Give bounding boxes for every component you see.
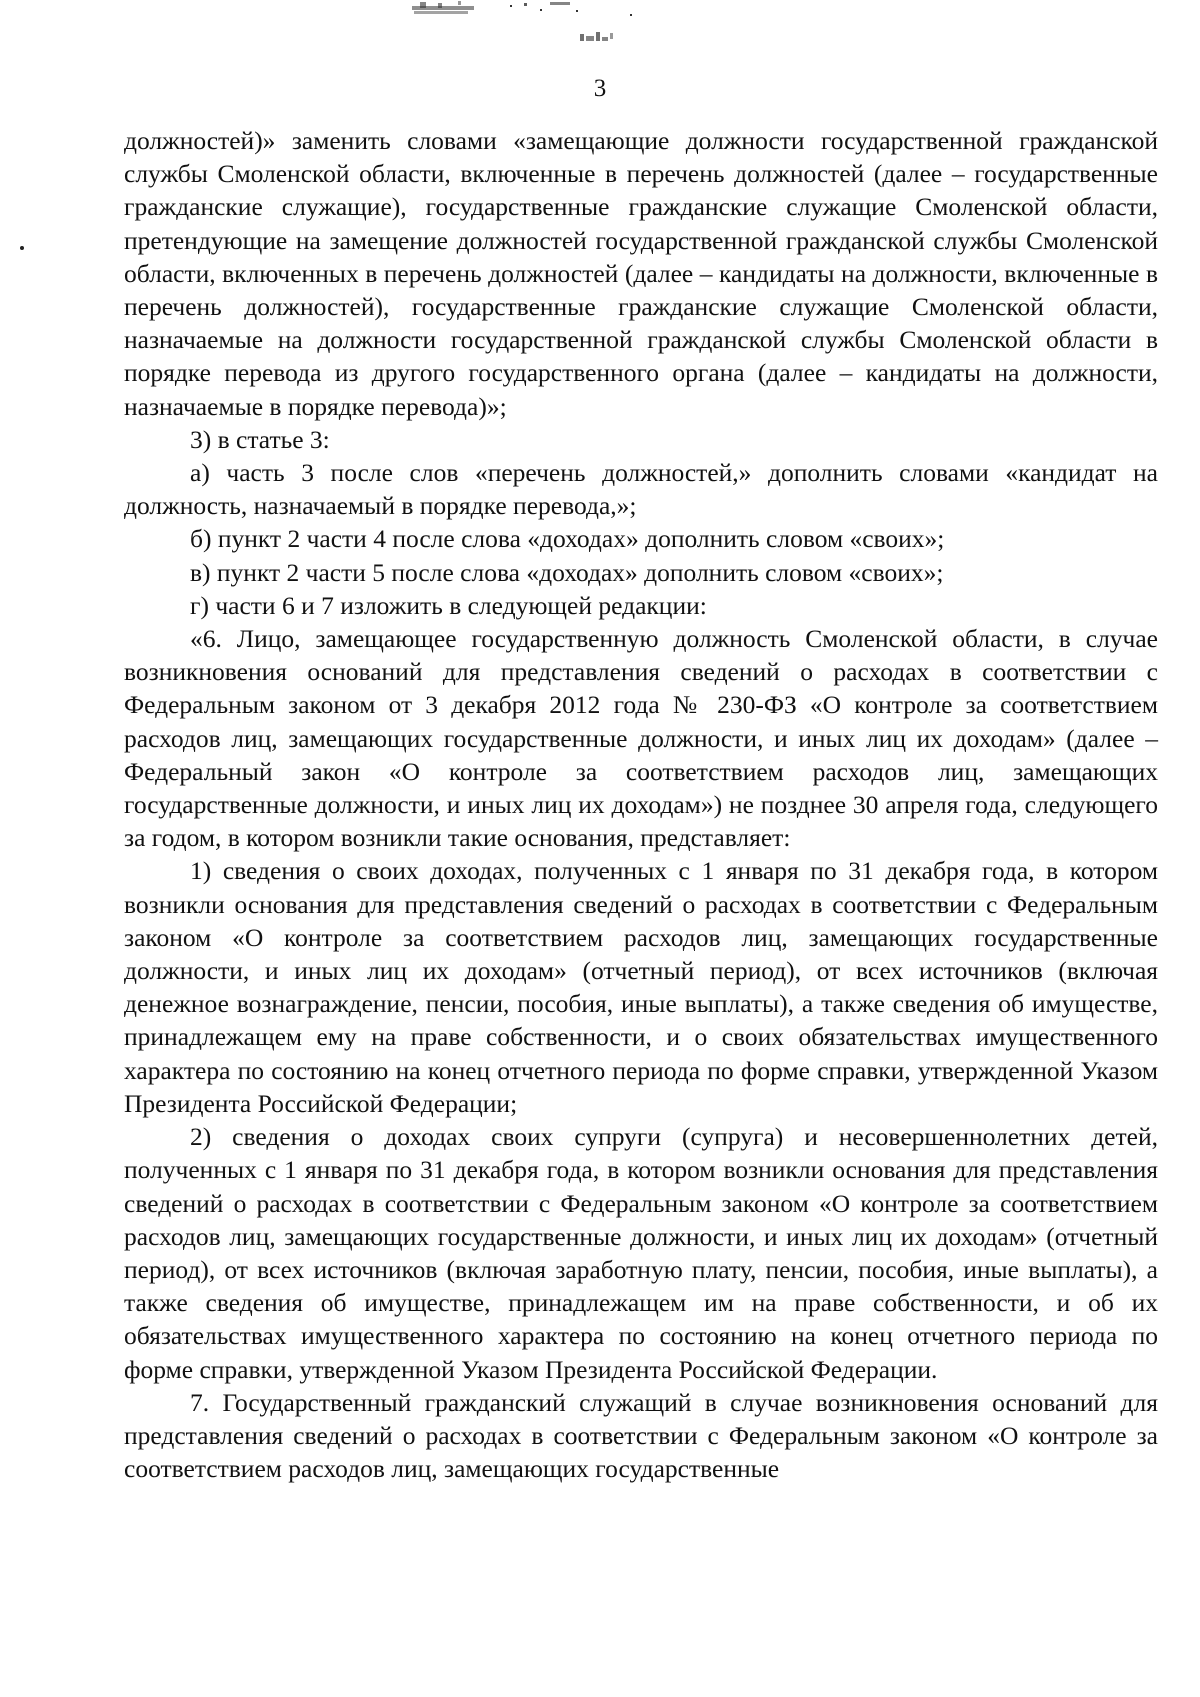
paragraph: 3) в статье 3: xyxy=(190,424,330,454)
paragraph: 2) сведения о доходах своих супруги (супруга) и несовершеннолетних детей, полученных с 1 января по 31 декабря года, в котором возникли основания для представления сведений о расходах в соответствии с Федеральным законом «О контроле за соответствием расходов лиц, замещающих государственные должности, и иных лиц их доходам» (отчетный период), от всех источников (включая заработную плату, пенсии, пособия, иные выплаты), а также сведения об имуществе, принадлежащем им на праве собственности, и об их обязательствах имущественного характера по состоянию на конец отчетного периода по форме справки, утвержденной Указом Президента Российской Федерации. xyxy=(124,1122,1158,1384)
paragraph: а) часть 3 после слов «перечень должностей,» дополнить словами «кандидат на должность, назначаемый в порядке перевода,»; xyxy=(124,458,1158,521)
paragraph: должностей)» заменить словами «замещающие должности государственной гражданской службы Смоленской области, включенные в перечень должностей (далее – государственные гражданские служащие), государственные гражданские служащие Смоленской области, претендующие на замещение должностей государственной гражданской службы Смоленской области, включенных в перечень должностей (далее – кандидаты на должности, включенные в перечень должностей), государственные гражданские служащие Смоленской области, назначаемые на должности государственной гражданской службы Смоленской области в порядке перевода из другого государственного органа (далее – кандидаты на должности, назначаемые в порядке перевода)»; xyxy=(124,126,1158,421)
scan-artifact-header xyxy=(400,0,800,60)
paragraph: б) пункт 2 части 4 после слова «доходах» дополнить словом «своих»; xyxy=(190,524,945,554)
scan-dot xyxy=(20,246,24,250)
scan-noise-graphic xyxy=(400,0,800,60)
paragraph: «6. Лицо, замещающее государственную должность Смоленской области, в случае возникновения оснований для представления сведений о расходах в соответствии с Федеральным законом от 3 декабря 2012 года № 230-ФЗ «О контроле за соответствием расходов лиц, замещающих государственные должности, и иных лиц их доходам» (далее – Федеральный закон «О контроле за соответствием расходов лиц, замещающих государственные должности, и иных лиц их доходам») не позднее 30 апреля года, следующего за годом, в котором возникли такие основания, представляет: xyxy=(124,624,1158,853)
page-number: 3 xyxy=(593,75,607,102)
paragraph: г) части 6 и 7 изложить в следующей редакции: xyxy=(190,590,707,620)
paragraph: 7. Государственный гражданский служащий в случае возникновения оснований для представления сведений о расходах в соответствии с Федеральным законом «О контроле за соответствием расходов лиц, замещающих государственные xyxy=(124,1387,1158,1484)
paragraph: в) пункт 2 части 5 после слова «доходах» дополнить словом «своих»; xyxy=(190,557,944,587)
document-body xyxy=(124,124,1158,1485)
paragraph: 1) сведения о своих доходах, полученных с 1 января по 31 декабря года, в котором возникли основания для представления сведений о расходах в соответствии с Федеральным законом «О контроле за соответствием расходов лиц, замещающих государственные должности, и иных лиц их доходам» (отчетный период), от всех источников (включая денежное вознаграждение, пенсии, пособия, иные выплаты), а также сведения об имуществе, принадлежащем ему на праве собственности, и о своих обязательствах имущественного характера по состоянию на конец отчетного периода по форме справки, утвержденной Указом Президента Российской Федерации; xyxy=(124,856,1158,1118)
